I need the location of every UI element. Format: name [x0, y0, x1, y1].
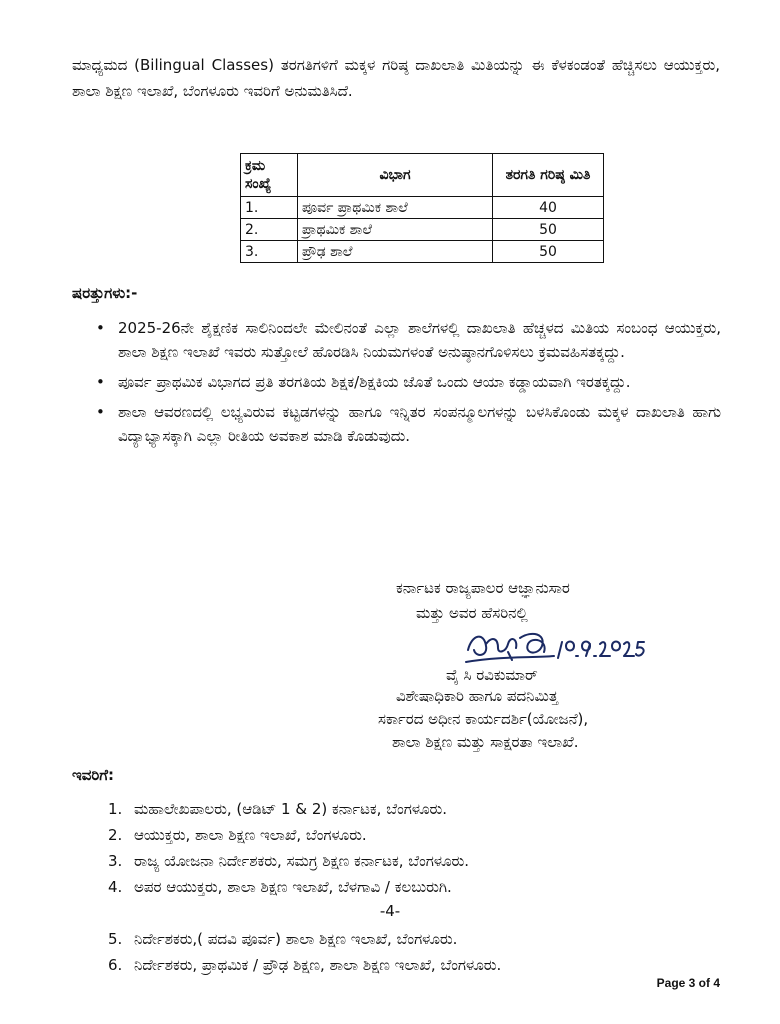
signatory-designation-2: ಸರ್ಕಾರದ ಅಧೀನ ಕಾರ್ಯದರ್ಶಿ(ಯೋಜನೆ), [378, 710, 589, 728]
item-text: ನಿರ್ದೇಶಕರು, ಪ್ರಾಥಮಿಕ / ಪ್ರೌಢ ಶಿಕ್ಷಣ, ಶಾಲಾ ಶಿಕ್ಷಣ ಇಲಾಖೆ, ಬೆಂಗಳೂರು. [134, 956, 502, 974]
list-item [108, 822, 708, 848]
conditions-list [96, 316, 721, 448]
list-item [108, 874, 708, 900]
header-serial-number: ಕ್ರಮ ಸಂಖ್ಯೆ [241, 154, 298, 197]
intro-paragraph: ಮಾಧ್ಯಮದ (Bilingual Classes) ತರಗತಿಗಳಿಗೆ ಮಕ್ಕಳ ಗರಿಷ್ಠ ದಾಖಲಾತಿ ಮಿತಿಯನ್ನು ಈ ಕೆಳಕಂಡಂತೆ ಹೆಚ್ಚಿಸಲು ಆಯುಕ್ತರು, ಶಾಲಾ ಶಿಕ್ಷಣ ಇಲಾಖೆ, ಬೆಂಗಳೂರು ಇವರಿಗೆ ಅನುಮತಿಸಿದೆ. [72, 56, 720, 100]
signatory-designation: ವಿಶೇಷಾಧಿಕಾರಿ ಹಾಗೂ ಪದನಿಮಿತ್ತ [396, 687, 559, 705]
row-department: ಪ್ರಾಥಮಿಕ ಶಾಲೆ [298, 219, 493, 241]
item-number: 5. [108, 930, 123, 948]
page-number: Page 3 of 4 [656, 976, 720, 990]
item-text: ಮಹಾಲೇಖಪಾಲರು, (ಆಡಿಟ್ 1 & 2) ಕರ್ನಾಟಕ, ಬೆಂಗಳೂರು. [134, 800, 448, 818]
enrollment-limit-table [240, 153, 604, 263]
bullet-icon: • [96, 319, 105, 337]
condition-item [96, 370, 721, 394]
order-authority-line: ಕರ್ನಾಟಕ ರಾಜ್ಯಪಾಲರ ಆಜ್ಞಾನುಸಾರ [396, 579, 570, 597]
row-serial: 1. [241, 197, 298, 219]
bullet-icon: • [96, 403, 105, 421]
condition-item [96, 316, 721, 364]
item-number: 3. [108, 852, 123, 870]
row-department: ಪ್ರೌಢ ಶಾಲೆ [298, 241, 493, 263]
item-text: ನಿರ್ದೇಶಕರು,( ಪದವಿ ಪೂರ್ವ) ಶಾಲಾ ಶಿಕ್ಷಣ ಇಲಾಖೆ, ಬೆಂಗಳೂರು. [134, 930, 458, 948]
item-text: ರಾಜ್ಯ ಯೋಜನಾ ನಿರ್ದೇಶಕರು, ಸಮಗ್ರ ಶಿಕ್ಷಣ ಕರ್ನಾಟಕ, ಬೆಂಗಳೂರು. [134, 852, 470, 870]
list-item [108, 952, 708, 978]
table-row [241, 197, 604, 219]
condition-item [96, 400, 721, 448]
condition-text: ಪೂರ್ವ ಪ್ರಾಥಮಿಕ ವಿಭಾಗದ ಪ್ರತಿ ತರಗತಿಯ ಶಿಕ್ಷಕ/ಶಿಕ್ಷಕಿಯ ಜೊತೆ ಒಂದು ಆಯಾ ಕಡ್ಡಾಯವಾಗಿ ಇರತಕ್ಕದ್ದು. [118, 373, 631, 391]
item-number: 4. [108, 878, 123, 896]
row-serial: 3. [241, 241, 298, 263]
order-authority-line-2: ಮತ್ತು ಅವರ ಹೆಸರಿನಲ್ಲಿ [416, 604, 528, 622]
signatory-department: ಶಾಲಾ ಶಿಕ್ಷಣ ಮತ್ತು ಸಾಕ್ಷರತಾ ಇಲಾಖೆ. [392, 733, 579, 751]
bullet-icon: • [96, 373, 105, 391]
condition-text: 2025-26ನೇ ಶೈಕ್ಷಣಿಕ ಸಾಲಿನಿಂದಲೇ ಮೇಲಿನಂತೆ ಎಲ್ಲಾ ಶಾಲೆಗಳಲ್ಲಿ ದಾಖಲಾತಿ ಹೆಚ್ಚಳದ ಮಿತಿಯ ಸಂಬಂಧ ಆಯುಕ್ತರು, ಶಾಲಾ ಶಿಕ್ಷಣ ಇಲಾಖೆ ಇವರು ಸುತ್ತೋಲೆ ಹೊರಡಿಸಿ ನಿಯಮಗಳಂತೆ ಅನುಷ್ಠಾನಗೊಳಿಸಲು ಕ್ರಮವಹಿಸತಕ್ಕದ್ದು. [118, 319, 721, 361]
item-number: 1. [108, 800, 123, 818]
page-marker: -4- [379, 902, 401, 920]
list-item [108, 926, 708, 952]
table-header-row [241, 154, 604, 197]
recipients-heading: ಇವರಿಗೆ: [72, 766, 115, 784]
item-text: ಅಪರ ಆಯುಕ್ತರು, ಶಾಲಾ ಶಿಕ್ಷಣ ಇಲಾಖೆ, ಬೆಳಗಾವಿ / ಕಲಬುರುಗಿ. [134, 878, 452, 896]
conditions-heading: ಷರತ್ತುಗಳು:- [72, 284, 138, 302]
row-serial: 2. [241, 219, 298, 241]
recipient-list-continued [108, 926, 708, 978]
item-text: ಆಯುಕ್ತರು, ಶಾಲಾ ಶಿಕ್ಷಣ ಇಲಾಖೆ, ಬೆಂಗಳೂರು. [134, 826, 367, 844]
table-row [241, 219, 604, 241]
list-item [108, 796, 708, 822]
list-item [108, 848, 708, 874]
table-row [241, 241, 604, 263]
header-max-limit: ತರಗತಿ ಗರಿಷ್ಠ ಮಿತಿ [493, 154, 604, 197]
row-limit: 50 [493, 241, 604, 263]
row-department: ಪೂರ್ವ ಪ್ರಾಥಮಿಕ ಶಾಲೆ [298, 197, 493, 219]
signatory-name: ವೈ ಸಿ ರವಿಕುಮಾರ್ [446, 666, 538, 684]
row-limit: 40 [493, 197, 604, 219]
condition-text: ಶಾಲಾ ಆವರಣದಲ್ಲಿ ಲಭ್ಯವಿರುವ ಕಟ್ಟಡಗಳನ್ನು ಹಾಗೂ ಇನ್ನಿತರ ಸಂಪನ್ಮೂಲಗಳನ್ನು ಬಳಸಿಕೊಂಡು ಮಕ್ಕಳ ದಾಖಲಾತಿ ಹಾಗು ವಿದ್ಯಾಭ್ಯಾಸಕ್ಕಾಗಿ ಎಲ್ಲಾ ರೀತಿಯ ಅವಕಾಶ ಮಾಡಿ ಕೊಡುವುದು. [118, 403, 721, 445]
item-number: 2. [108, 826, 123, 844]
recipient-list [108, 796, 708, 900]
item-number: 6. [108, 956, 123, 974]
row-limit: 50 [493, 219, 604, 241]
header-department: ವಿಭಾಗ [298, 154, 493, 197]
